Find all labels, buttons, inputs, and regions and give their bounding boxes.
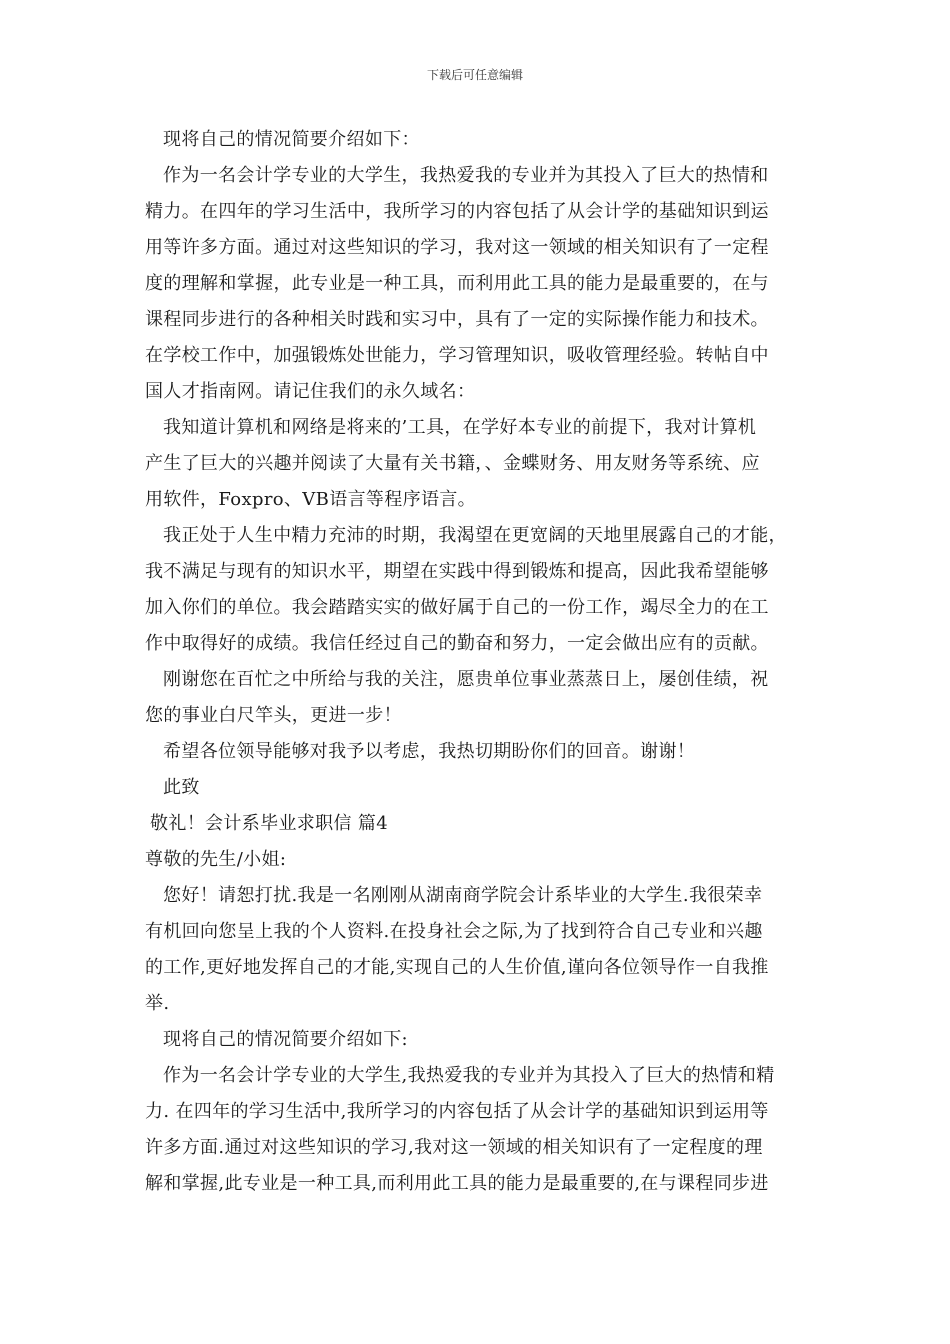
paragraph-line: 用等许多方面。通过对这些知识的学习，我对这一领域的相关知识有了一定程 <box>145 237 769 258</box>
paragraph-line: 解和掌握,此专业是一种工具,而利用此工具的能力是最重要的,在与课程同步进 <box>145 1173 769 1194</box>
paragraph-line: 产生了巨大的兴趣并阅读了大量有关书籍，、金蝶财务、用友财务等系统、应 <box>145 453 760 474</box>
paragraph-line: 国人才指南网。请记住我们的永久域名： <box>145 381 476 402</box>
paragraph-line: 您的事业白尺竿头，更进一步！ <box>145 705 402 726</box>
paragraph-line: 我知道计算机和网络是将来的’工具，在学好本专业的前提下，我对计算机 <box>163 417 757 438</box>
paragraph-line: 度的理解和掌握，此专业是一种工具，而利用此工具的能力是最重要的，在与 <box>145 273 769 294</box>
paragraph-line: 现将自己的情况简要介绍如下: <box>163 1029 408 1050</box>
paragraph-line: 作为一名会计学专业的大学生,我热爱我的专业并为其投入了巨大的热情和精 <box>163 1065 775 1086</box>
paragraph-line: 力. 在四年的学习生活中,我所学习的内容包括了从会计学的基础知识到运用等 <box>145 1101 769 1122</box>
salutation-line: 尊敬的先生/小姐: <box>145 849 287 870</box>
paragraph-line: 举. <box>145 993 170 1014</box>
paragraph-line: 您好！请恕打扰.我是一名刚刚从湖南商学院会计系毕业的大学生.我很荣幸 <box>163 885 763 906</box>
section-heading: 敬礼！会计系毕业求职信 篇4 <box>150 813 389 834</box>
paragraph-line: 此致 <box>163 777 200 798</box>
paragraph-line: 许多方面.通过对这些知识的学习,我对这一领域的相关知识有了一定程度的理 <box>145 1137 763 1158</box>
paragraph-line: 希望各位领导能够对我予以考虑，我热切期盼你们的回音。谢谢！ <box>163 741 696 762</box>
paragraph-line: 作为一名会计学专业的大学生，我热爱我的专业并为其投入了巨大的热情和 <box>163 165 769 186</box>
paragraph-line: 刚谢您在百忙之中所给与我的关注，愿贵单位事业蒸蒸日上，屡创佳绩，祝 <box>163 669 769 690</box>
paragraph-line: 在学校工作中，加强锻炼处世能力，学习管理知识，吸收管理经验。转帖自中 <box>145 345 769 366</box>
paragraph-line: 用软件，Foxpro、VB语言等程序语言。 <box>145 489 477 510</box>
paragraph-line: 我不满足与现有的知识水平，期望在实践中得到锻炼和提高，因此我希望能够 <box>145 561 769 582</box>
paragraph-line: 有机回向您呈上我的个人资料.在投身社会之际,为了找到符合自己专业和兴趣 <box>145 921 763 942</box>
paragraph-line: 作中取得好的成绩。我信任经过自己的勤奋和努力，一定会做出应有的贡献。 <box>145 633 769 654</box>
paragraph-line: 的工作,更好地发挥自己的才能,实现自己的人生价值,谨向各位领导作一自我推 <box>145 957 769 978</box>
paragraph-line: 我正处于人生中精力充沛的时期，我渴望在更宽阔的天地里展露自己的才能， <box>163 525 787 546</box>
paragraph-line: 精力。在四年的学习生活中，我所学习的内容包括了从会计学的基础知识到运 <box>145 201 769 222</box>
paragraph-line: 课程同步进行的各种相关时践和实习中，具有了一定的实际操作能力和技术。 <box>145 309 769 330</box>
paragraph-line: 加入你们的单位。我会踏踏实实的做好属于自己的一份工作，竭尽全力的在工 <box>145 597 769 618</box>
paragraph-line: 现将自己的情况简要介绍如下： <box>163 129 420 150</box>
header-note: 下载后可任意编辑 <box>426 68 523 82</box>
document-body <box>145 122 813 1202</box>
